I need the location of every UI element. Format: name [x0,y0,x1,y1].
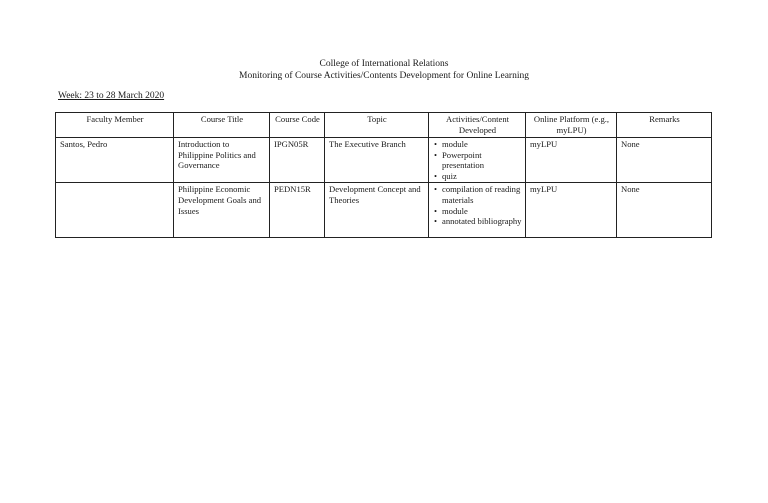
column-header-faculty: Faculty Member [56,113,174,138]
list-item: • annotated bibliography [433,216,522,227]
week-label: Week: 23 to 28 March 2020 [58,91,165,101]
list-item: • module [433,206,522,217]
college-name: College of International Relations [319,59,449,69]
list-item: • compilation of reading materials [433,184,522,205]
cell-activities [429,138,526,183]
column-header-activities: Activities/Content Developed [429,113,526,138]
activities-list [433,184,522,226]
cell-remarks: None [617,138,712,183]
cell-platform: myLPU [526,138,617,183]
list-item: • Powerpoint presentation [433,150,522,171]
monitoring-table [55,112,712,238]
cell-topic: The Executive Branch [325,138,429,183]
column-header-course-code: Course Code [270,113,325,138]
cell-topic: Development Concept and Theories [325,183,429,238]
list-item: • quiz [433,171,522,182]
cell-course-title: Philippine Economic Development Goals and Issues [174,183,270,238]
cell-remarks: None [617,183,712,238]
activities-list [433,139,522,181]
column-header-topic: Topic [325,113,429,138]
cell-course-code: PEDN15R [270,183,325,238]
cell-faculty [56,183,174,238]
cell-activities [429,183,526,238]
cell-faculty: Santos, Pedro [56,138,174,183]
document-title: Monitoring of Course Activities/Contents Development for Online Learning [239,71,529,81]
table-header-row [56,113,712,138]
cell-course-title: Introduction to Philippine Politics and Governance [174,138,270,183]
table-row [56,138,712,183]
cell-platform: myLPU [526,183,617,238]
list-item: • module [433,139,522,150]
column-header-remarks: Remarks [617,113,712,138]
cell-course-code: IPGN05R [270,138,325,183]
column-header-course-title: Course Title [174,113,270,138]
document-header [0,58,768,82]
table-row [56,183,712,238]
column-header-platform: Online Platform (e.g., myLPU) [526,113,617,138]
